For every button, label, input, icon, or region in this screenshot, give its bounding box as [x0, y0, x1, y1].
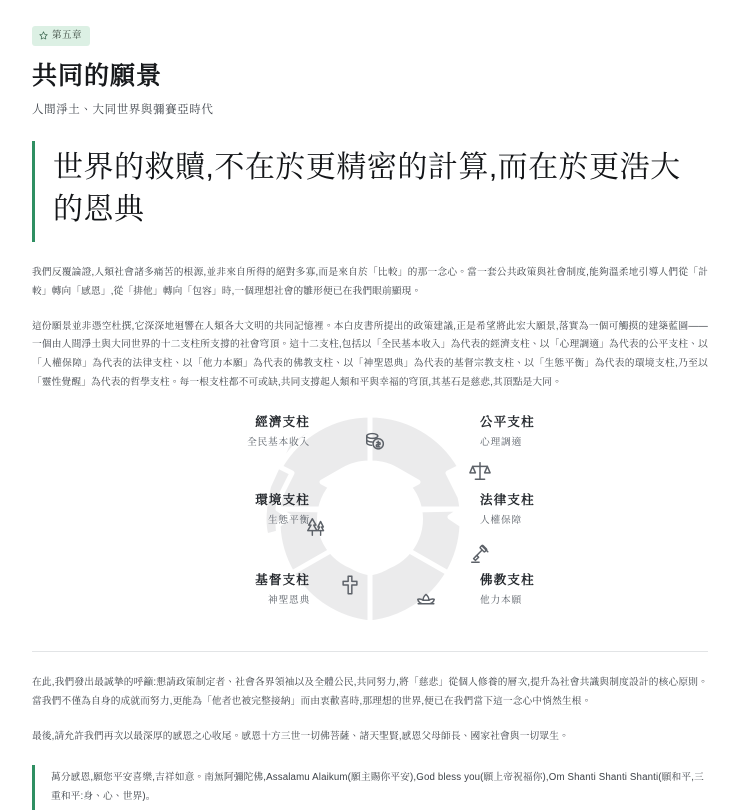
pillar-label-christian [160, 573, 310, 607]
blessing-text: 萬分感恩,願您平安喜樂,吉祥如意。南無阿彌陀佛,Assalamu Alaikum(願主賜你平安),God bless you(願上帝祝福你),Om Shanti Shanti Shanti(願和平,三重和平:身、心、世界)。 [51, 771, 704, 803]
pillar-subtitle: 生態平衡 [268, 515, 310, 527]
body-paragraph-2-block [32, 318, 708, 394]
pillar-subtitle: 人權保障 [480, 515, 522, 527]
pillar-label-buddhist [480, 573, 630, 607]
chapter-badge-label: 第五章 [52, 30, 83, 41]
gavel-icon [469, 543, 491, 565]
pillar-title: 法律支柱 [480, 493, 535, 508]
pillar-subtitle: 心理調適 [480, 437, 522, 449]
body-paragraph-1: 我們反覆論證,人類社會諸多痛苦的根源,並非來自所得的絕對多寡,而是來自於「比較」的那一念心。當一套公共政策與社會制度,能夠溫柔地引導人們從「計較」轉向「感恩」,從「排他」轉向「包容」時,一個理想社會的雛形便已在我們眼前顯現。 [32, 266, 708, 297]
pillar-subtitle: 他力本願 [480, 595, 522, 607]
lotus-icon [415, 588, 437, 610]
body-paragraph-2: 這份願景並非憑空杜撰,它深深地迴響在人類各大文明的共同記憶裡。本白皮書所提出的政策建議,正是希望將此宏大願景,落實為一個可觸摸的建築藍圖——一個由人間淨土與大同世界的十二支柱所支撐的社會穹頂。這十二支柱,包括以「全民基本收入」為代表的經濟支柱、以「心理調適」為代表的公平支柱、以「人權保障」為代表的法律支柱、以「他力本願」為代表的佛教支柱、以「神聖恩典」為代表的基督宗教支柱、以「生態平衡」為代表的環境支柱,乃至以「靈性覺醒」為代表的哲學支柱。每一根支柱都不可或缺,共同支撐起人類和平與幸福的穹頂,其基石是慈悲,其頂點是大同。 [32, 320, 708, 389]
scales-icon [469, 460, 491, 482]
body-paragraph-4-block [32, 728, 708, 747]
page-title: 共同的願景 [32, 61, 163, 90]
page-subtitle: 人間淨土、大同世界與彌賽亞時代 [32, 103, 214, 116]
section-divider [32, 651, 708, 652]
blessing-block [32, 765, 708, 810]
pillar-title: 環境支柱 [255, 493, 310, 508]
body-paragraph-3: 在此,我們發出最誠摯的呼籲:懇請政策制定者、社會各界領袖以及全體公民,共同努力,將「慈悲」從個人修養的層次,提升為社會共識與制度設計的核心原則。當我們不僅為自身的成就而努力,更能為「他者也被完整接納」而由衷歡喜時,那理想的世界,便已在我們當下這一念心中悄然生根。 [32, 677, 708, 708]
pillar-title: 佛教支柱 [480, 573, 535, 588]
chapter-badge [32, 26, 90, 46]
body-paragraph-4: 最後,請允許我們再次以最深厚的感恩之心收尾。感恩十方三世一切佛菩薩、諸天聖賢,感恩父母師長、國家社會與一切眾生。 [32, 730, 569, 742]
pullquote-text: 世界的救贖,不在於更精密的計算,而在於更浩大的恩典 [53, 150, 681, 227]
pillar-label-environment [160, 493, 310, 527]
pillar-title: 基督支柱 [255, 573, 310, 588]
body-paragraph-1-block [32, 264, 708, 302]
pillar-label-fairness [480, 415, 630, 449]
pillar-title: 經濟支柱 [255, 415, 310, 430]
star-icon [39, 31, 48, 40]
coins-icon [364, 430, 386, 452]
cross-icon [339, 574, 361, 596]
body-paragraph-3-block [32, 674, 708, 712]
pillar-subtitle: 全民基本收入 [247, 437, 310, 449]
pullquote [32, 141, 708, 242]
twelve-pillars-diagram [32, 413, 708, 641]
pillar-label-legal [480, 493, 630, 527]
pillar-subtitle: 神聖恩典 [268, 595, 310, 607]
pillar-title: 公平支柱 [480, 415, 535, 430]
pillar-label-economic [160, 415, 310, 449]
